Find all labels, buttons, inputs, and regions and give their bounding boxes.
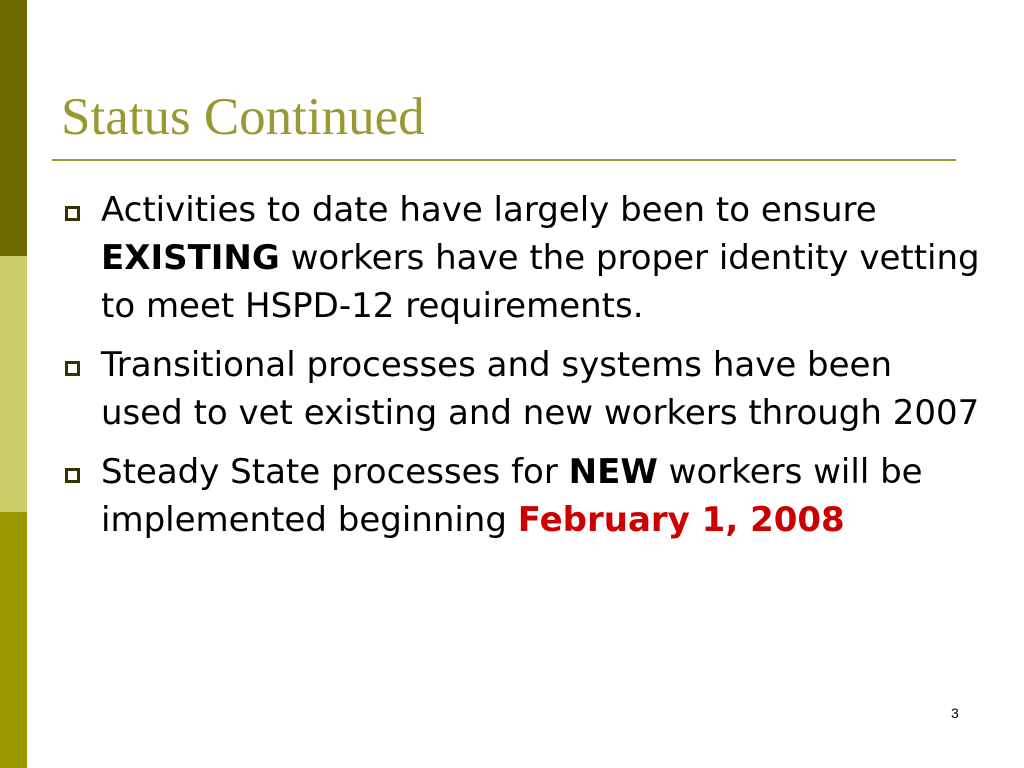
bullet-text-start: Activities to date have largely been to ensure [101,190,877,230]
hollow-square-bullet-icon [65,468,80,483]
bullet-emphasis-existing: EXISTING [101,238,280,278]
sidebar-bottom-segment [0,512,27,768]
page-number: 3 [951,705,959,721]
sidebar-top-segment [0,0,27,256]
title-underline [52,159,956,161]
bullet-emphasis-date: February 1, 2008 [517,500,845,540]
bullet-text: Transitional processes and systems have been used to vet existing and new workers through 2007 [101,345,980,433]
hollow-square-bullet-icon [65,361,80,376]
bullet-text-end: workers have the proper identity vetting to meet HSPD-12 requirements. [101,238,980,326]
bullet-item-existing-workers [63,186,983,330]
bullet-text-middle: workers will be implemented beginning [101,452,923,540]
slide-title: Status Continued [61,88,425,146]
sidebar-middle-segment [0,256,27,512]
bullet-item-steady-state [63,448,983,544]
bullet-text-start: Steady State processes for [101,452,569,492]
bullet-emphasis-new: NEW [568,452,658,492]
bullet-list [63,186,983,555]
bullet-item-transitional-processes [63,341,983,437]
hollow-square-bullet-icon [65,206,80,221]
